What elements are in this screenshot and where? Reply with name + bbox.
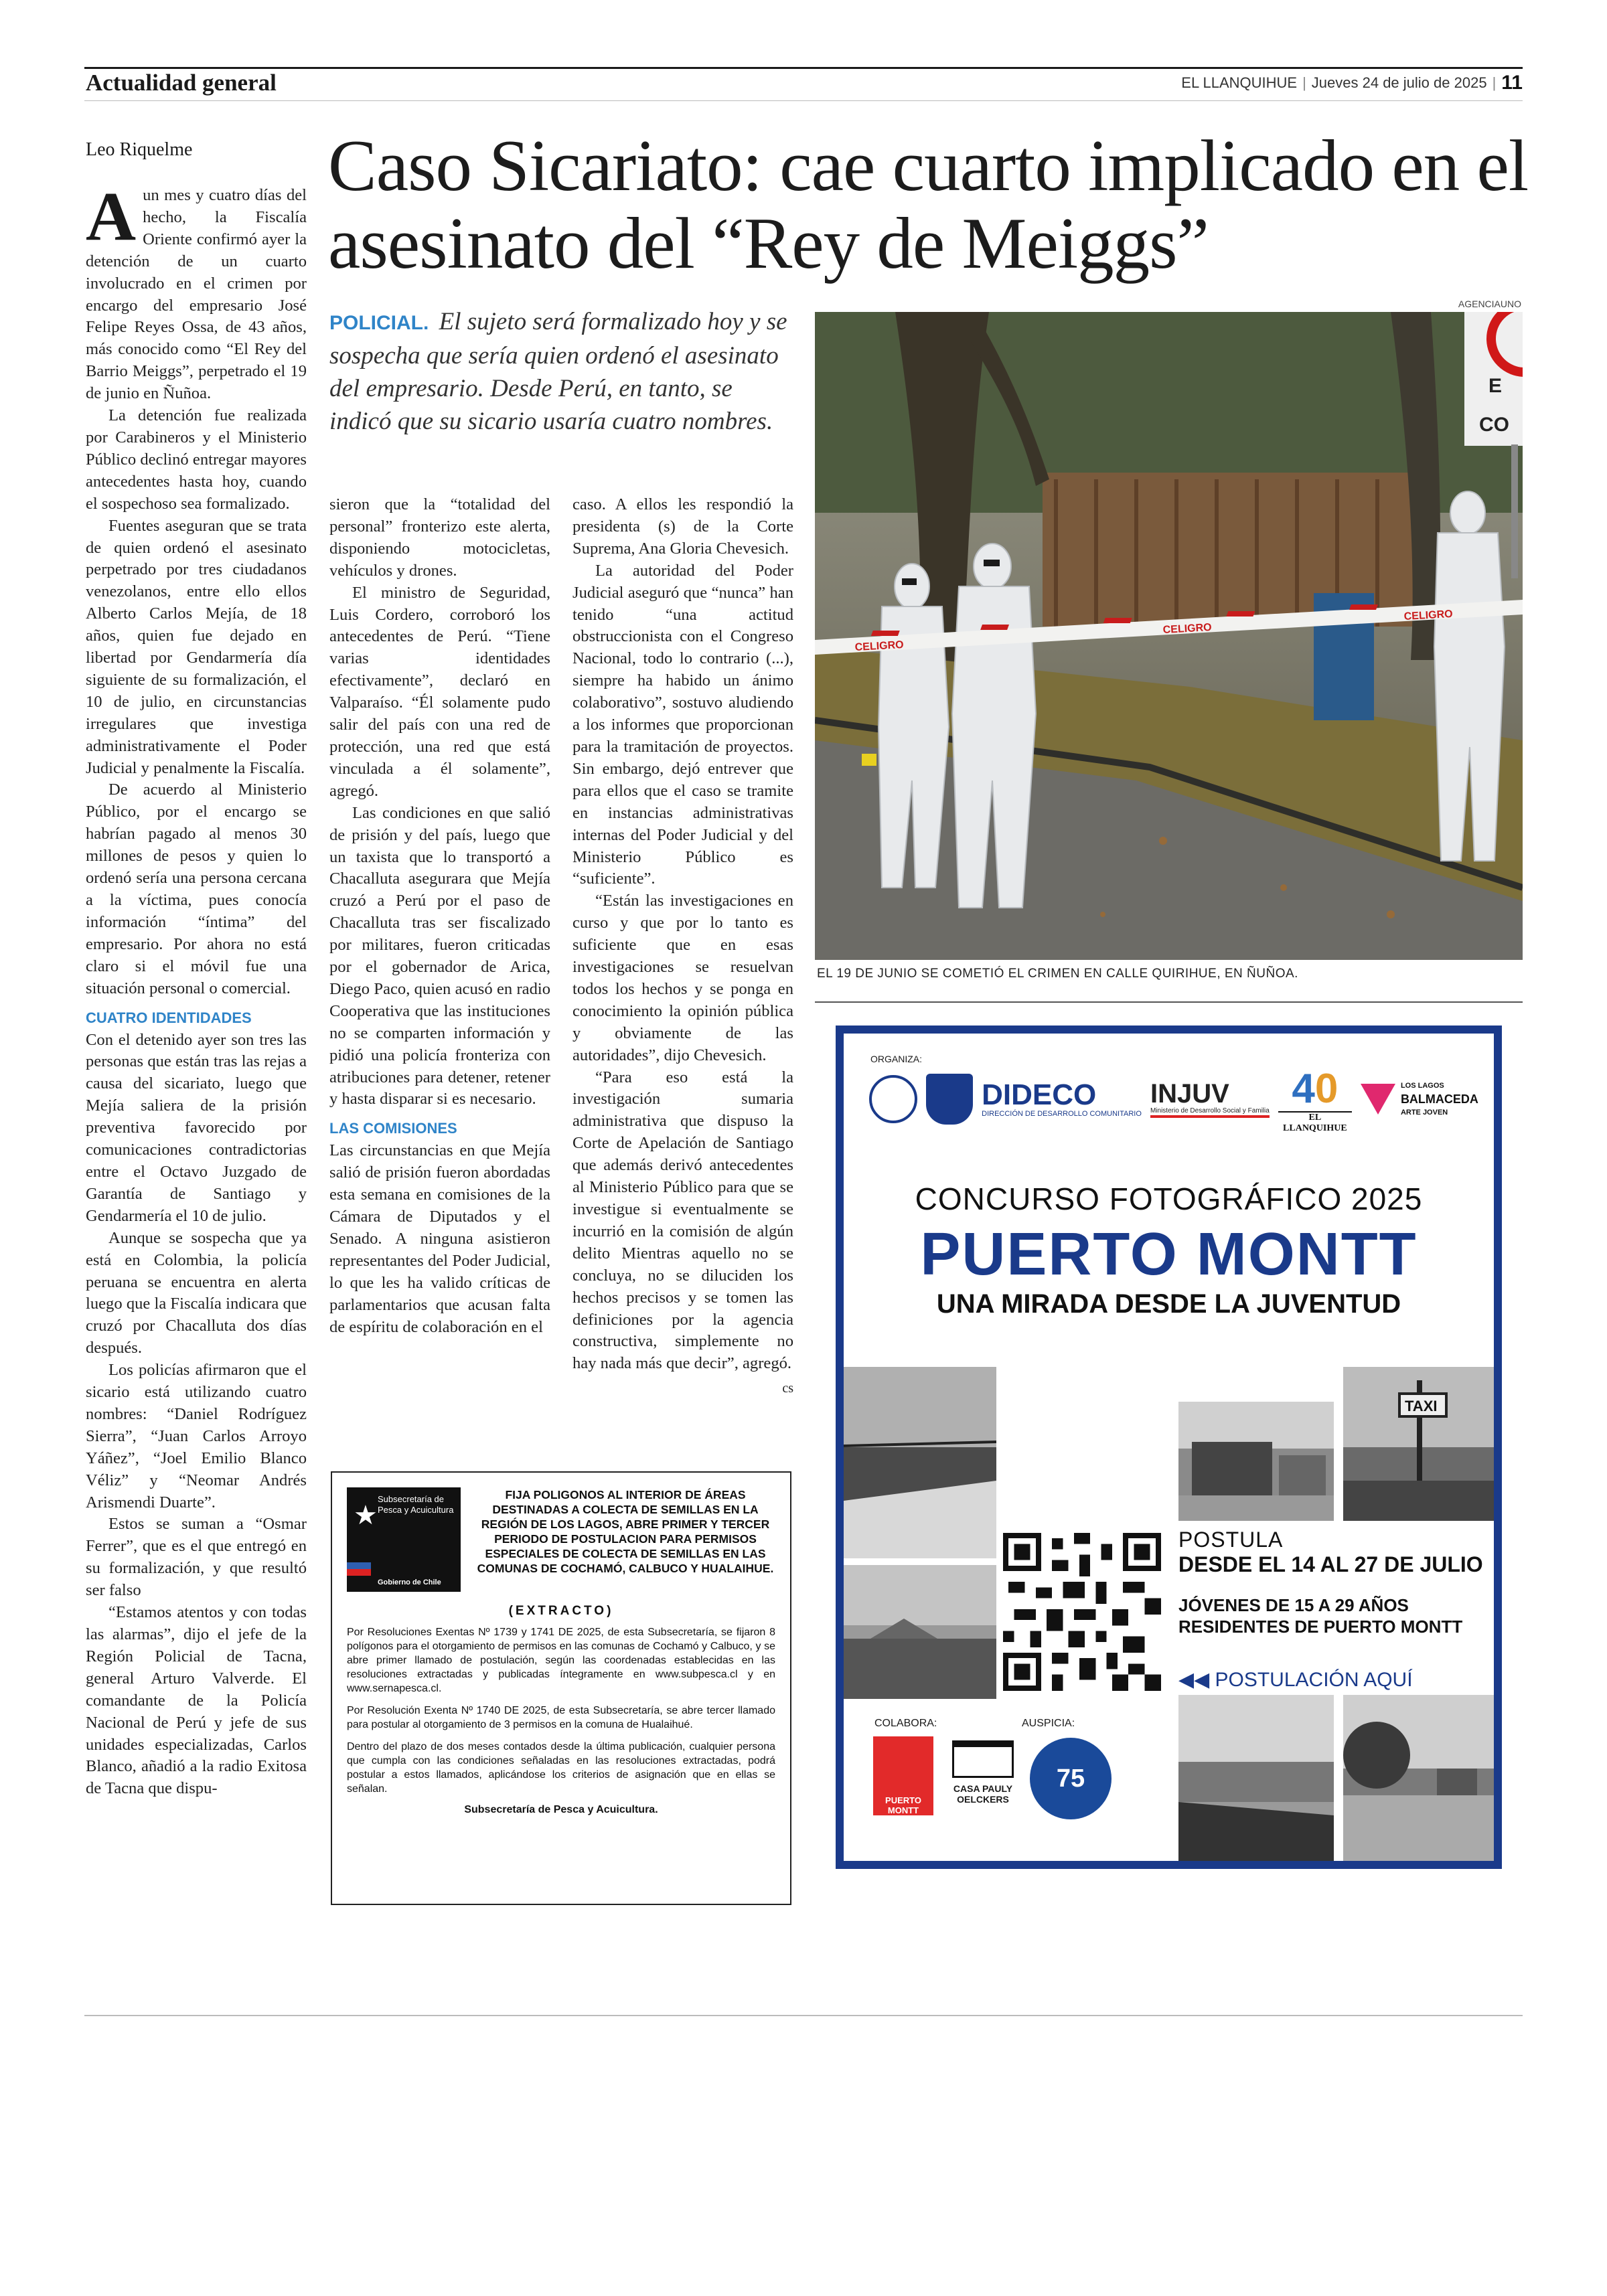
subheading: LAS COMISIONES xyxy=(329,1120,457,1137)
paragraph: caso. A ellos les respondió la presidenta (s) de la Corte Suprema, Ana Gloria Chevesich. xyxy=(572,495,793,558)
paragraph: La detención fue realizada por Carabineros y el Ministerio Público declinó entregar mayores antecedentes hasta hoy, cuando el sospechoso sea formalizado. xyxy=(86,406,307,513)
taxi-sign-text: TAXI xyxy=(1405,1398,1438,1414)
government-logo: ★ Subsecretaría de Pesca y Acuicultura Gobierno de Chile xyxy=(347,1487,461,1592)
header-underline xyxy=(84,100,1523,101)
kicker: POLICIAL. xyxy=(329,312,429,334)
bw-photo-volcano xyxy=(844,1565,996,1699)
notice-extract-label: (EXTRACTO) xyxy=(508,1604,614,1618)
divider: | xyxy=(1492,74,1497,91)
colabora-label: COLABORA: xyxy=(874,1718,937,1729)
paragraph: Los policías afirmaron que el sicario está utilizando cuatro nombres: “Daniel Rodríguez Sierra”, “Juan Carlos Arroyo Yáñez”, “Joel Emilio Blanco Véliz” y “Neomar Andrés Arismendi Duarte”. xyxy=(86,1361,307,1511)
llanquihue-40-logo: 40 EL LLANQUIHUE xyxy=(1278,1067,1352,1131)
subheading: CUATRO IDENTIDADES xyxy=(86,1009,252,1026)
end-mark: cs xyxy=(782,1381,793,1396)
notice-paragraph: Por Resolución Exenta Nº 1740 DE 2025, de esta Subsecretaría, se abre tercer llamado para postular al otorgamiento de 3 permisos en la comuna de Hualaihué. xyxy=(347,1705,775,1730)
paragraph: “Están las investigaciones en curso y que por lo tanto es suficiente que en esas investigaciones se resuelvan todos los hechos y se ponga en conocimiento la opinión pública y obviamente de las autoridades”, dijo Chevesich. xyxy=(572,892,793,1064)
qr-code[interactable] xyxy=(1003,1533,1161,1691)
photo-illustration xyxy=(815,312,1523,960)
text-column-1 xyxy=(86,185,307,1905)
postula-label: POSTULA xyxy=(1178,1528,1284,1552)
casa-pauly-oelckers-logo: CASA PAULY OELCKERS xyxy=(943,1736,1023,1815)
newspaper-name: EL LLANQUIHUE xyxy=(1181,74,1298,91)
paragraph: “Para eso está la investigación sumaria administrativa que dispuso la Corte de Apelación de Santiago que además derivó antecedentes al Ministerio Público para que se investigue si eventualmente se incurrió en la comisión de algún delito Mientras aquello no se concluya, no se diluciden los hechos precisos y se tomen las definiciones por la agencia constructiva, simplemente no hay nada más que decir”, agregó. cs xyxy=(572,1067,793,1376)
caption-rule xyxy=(815,1001,1523,1003)
triangle-icon xyxy=(1361,1084,1395,1115)
tape-label: CELIGRO xyxy=(1162,621,1213,636)
notice-paragraph: Por Resoluciones Exentas Nº 1739 y 1741 DE 2025, de esta Subsecretaría, se fijaron 8 polígonos para el otorgamiento de permisos en las comunas de Cochamó y Calbuco, y se abre primer llamado de postulación, según las coordenadas establecidas en las resoluciones extractadas y publicadas íntegramente en www.subpesca.cl y en www.sernapesca.cl. xyxy=(347,1627,775,1694)
page-number: 11 xyxy=(1501,72,1523,94)
contest-title: PUERTO MONTT xyxy=(920,1221,1418,1288)
header-meta xyxy=(1181,67,1523,99)
drop-cap: A xyxy=(86,185,137,255)
auspicia-label: AUSPICIA: xyxy=(1022,1718,1075,1729)
bw-photo-buildings xyxy=(1178,1402,1334,1521)
contest-label: CONCURSO FOTOGRÁFICO 2025 xyxy=(915,1181,1423,1216)
notice-signature: Subsecretaría de Pesca y Acuicultura. xyxy=(464,1804,658,1815)
apply-link[interactable]: ◀◀ POSTULACIÓN AQUÍ xyxy=(1178,1669,1413,1691)
paragraph: Las condiciones en que salió de prisión y del país, luego que un taxista que lo transportó a Chacalluta asegurara que Mejía cruzó a Perú por el paso de Chacalluta tras ser fiscalizado por militares, fueron criticadas por el gobernador de Arica, Diego Paco, quien acusó en radio Cooperativa que las instituciones no se comparten información y pidió una policía fronteriza con atribuciones para detener, retener y hasta disparar si es necesario. xyxy=(329,803,550,1109)
organiza-label: ORGANIZA: xyxy=(870,1054,923,1064)
eligibility-residence: RESIDENTES DE PUERTO MONTT xyxy=(1178,1617,1463,1637)
injuv-logo: INJUV Ministerio de Desarrollo Social y Familia xyxy=(1150,1080,1270,1118)
organizer-logos xyxy=(869,1067,1478,1131)
paragraph: Aunque se sospecha que ya está en Colombia, la policía peruana se encuentra en alerta luego que la Fiscalía indicara que cruzó por Chacalluta dos días después. xyxy=(86,1228,307,1358)
headline: Caso Sicariato: cae cuarto implicado en el asesinato del “Rey de Meiggs” xyxy=(328,125,1529,284)
bw-photo-plaza xyxy=(1343,1695,1494,1861)
paragraph: Fuentes aseguran que se trata de quien ordenó el asesinato perpetrado por tres ciudadanos venezolanos, entre ello ellos Alberto Carlos Mejía, de 18 años, quien fue dejado en libertad por Gendarmería día siguiente de su formalización, el 10 de julio, en circunstancias irregulares que investiga administrativamente el Poder Judicial y penalmente la Fiscalía. xyxy=(86,516,307,777)
application-dates: DESDE EL 14 AL 27 DE JULIO xyxy=(1178,1552,1483,1576)
issue-date: Jueves 24 de julio de 2025 xyxy=(1311,74,1487,91)
house-icon xyxy=(952,1740,1014,1778)
paragraph: La autoridad del Poder Judicial aseguró que “nunca” han tenido “una actitud obstruccionista con el Congreso Nacional, todo lo contrario (...), siempre ha habido un ánimo colaborativo”, sostuvo aludiendo a los informes que proporcionan para la tramitación de proyectos. Sin embargo, dejó entrever que para ellos que el caso se tramite en instancias administrativas internas del Poder Judicial y del Ministerio Público es “suficiente”. xyxy=(572,561,793,888)
star-icon: ★ xyxy=(354,1501,378,1530)
application-info xyxy=(1178,1528,1483,1692)
balmaceda-logo: LOS LAGOS BALMACEDA ARTE JOVEN xyxy=(1361,1079,1478,1119)
tape-label: CELIGRO xyxy=(1403,608,1454,623)
tape-label: CELIGRO xyxy=(854,639,905,653)
photo-credit: AGENCIAUNO xyxy=(1458,299,1521,309)
municipal-seal-icon xyxy=(869,1075,917,1123)
municipal-shield-icon xyxy=(926,1074,973,1125)
paragraph: Con el detenido ayer son tres las personas que están tras las rejas a causa del sicariato, luego que Mejía saliera de la prisión preventiva favorecido por comunicaciones contradictorias entre el Octavo Juzgado de Garantía de Santiago y Gendarmería el 10 de julio. xyxy=(86,1030,307,1225)
eligibility-age: JÓVENES DE 15 A 29 AÑOS xyxy=(1178,1595,1409,1615)
puerto-montt-logo: PUERTO MONTT xyxy=(873,1736,933,1815)
bw-photo-waterfront xyxy=(844,1367,996,1558)
text-column-3 xyxy=(572,494,793,1431)
legal-notice xyxy=(331,1471,791,1905)
section-title: Actualidad general xyxy=(86,70,277,96)
bw-photo-taxi-sign xyxy=(1343,1367,1494,1521)
lead-text: El sujeto será formalizado hoy y se sospecha que sería quien ordenó el asesinato del empresario. Desde Perú, en tanto, se indicó que su sicario usaría cuatro nombres. xyxy=(329,308,787,435)
svg-text:CO: CO xyxy=(1479,414,1509,436)
contest-subtitle: UNA MIRADA DESDE LA JUVENTUD xyxy=(936,1289,1401,1319)
dideco-logo: DIDECO DIRECCIÓN DE DESARROLLO COMUNITARIO xyxy=(982,1078,1142,1118)
paragraph: El ministro de Seguridad, Luis Cordero, corroboró los antecedentes de Perú. “Tiene varias identidades efectivamente”, declaró en Valparaíso. “Él solamente pudo salir del país con una red de protección, una red que está vinculada a él solamente”, agregó. xyxy=(329,583,550,800)
paragraph: De acuerdo al Ministerio Público, por el encargo se habrían pagado al menos 30 millones de pesos y quien lo ordenó sería una persona cercana a la víctima, pues conocía información “íntima” del empresario. Por ahora no está claro si el móvil fue una situación personal o comercial. xyxy=(86,781,307,997)
article-lead xyxy=(329,305,791,438)
paragraph: sieron que la “totalidad del personal” fronterizo este alerta, disponiendo motocicletas, vehículos y drones. xyxy=(329,495,550,580)
photo-contest-ad xyxy=(836,1026,1502,1869)
paragraph: Las circunstancias en que Mejía salió de prisión fueron abordadas esta semana en comisiones de la Cámara de Diputados y el Senado. A ninguna asistieron representantes del Poder Judicial, lo que les ha valido críticas de parlamentarios que acusan falta de espíritu de colaboración en el xyxy=(329,1141,550,1336)
double-arrow-left-icon: ◀◀ xyxy=(1178,1669,1215,1691)
bw-photo-bay xyxy=(1178,1695,1334,1861)
divider: | xyxy=(1302,74,1306,91)
paragraph: Estos se suman a “Osmar Ferrer”, que es el que entregó en su formalización, y que resultó ser falso xyxy=(86,1515,307,1600)
byline: Leo Riquelme xyxy=(86,139,193,160)
notice-paragraph: Dentro del plazo de dos meses contados desde la última publicación, cualquier persona que cumpla con las condiciones señaladas en las resoluciones extractadas, podrá postular a estos llamados, aplicándose los criterios de asignación que en ellas se señalan. xyxy=(347,1741,775,1795)
sponsor-75-logo: 75 xyxy=(1030,1738,1112,1819)
crime-scene-photo xyxy=(815,312,1523,960)
paragraph: Aun mes y cuatro días del hecho, la Fiscalía Oriente confirmó ayer la detención de un cuarto involucrado en el crimen por encargo del empresario José Felipe Reyes Ossa, de 43 años, más conocido como “El Rey del Barrio Meiggs”, perpetrado el 19 de junio en Ñuñoa. xyxy=(86,185,307,403)
photo-caption: EL 19 DE JUNIO SE COMETIÓ EL CRIMEN EN CALLE QUIRIHUE, EN ÑUÑOA. xyxy=(817,967,1298,981)
text-column-2 xyxy=(329,494,550,1431)
notice-title: FIJA POLIGONOS AL INTERIOR DE ÁREAS DESTINADAS A COLECTA DE SEMILLAS EN LA REGIÓN DE LOS LAGOS, ABRE PRIMER Y TERCER PERIODO DE POSTULACION PARA PERMISOS ESPECIALES DE COLECTA DE SEMILLAS EN LAS COMUNAS DE COCHAMÓ, CALBUCO Y HUALAIHUE. xyxy=(477,1488,774,1575)
paragraph: “Estamos atentos y con todas las alarmas”, dijo el jefe de la Región Policial de Tacna, general Arturo Valverde. El comandante de la Policía Nacional de Perú y jefe de sus unidades especializadas, Carlos Blanco, añadió a la radio Exitosa de Tacna que dispu- xyxy=(86,1603,307,1798)
bottom-rule xyxy=(84,2015,1523,2016)
svg-text:E: E xyxy=(1488,375,1503,397)
